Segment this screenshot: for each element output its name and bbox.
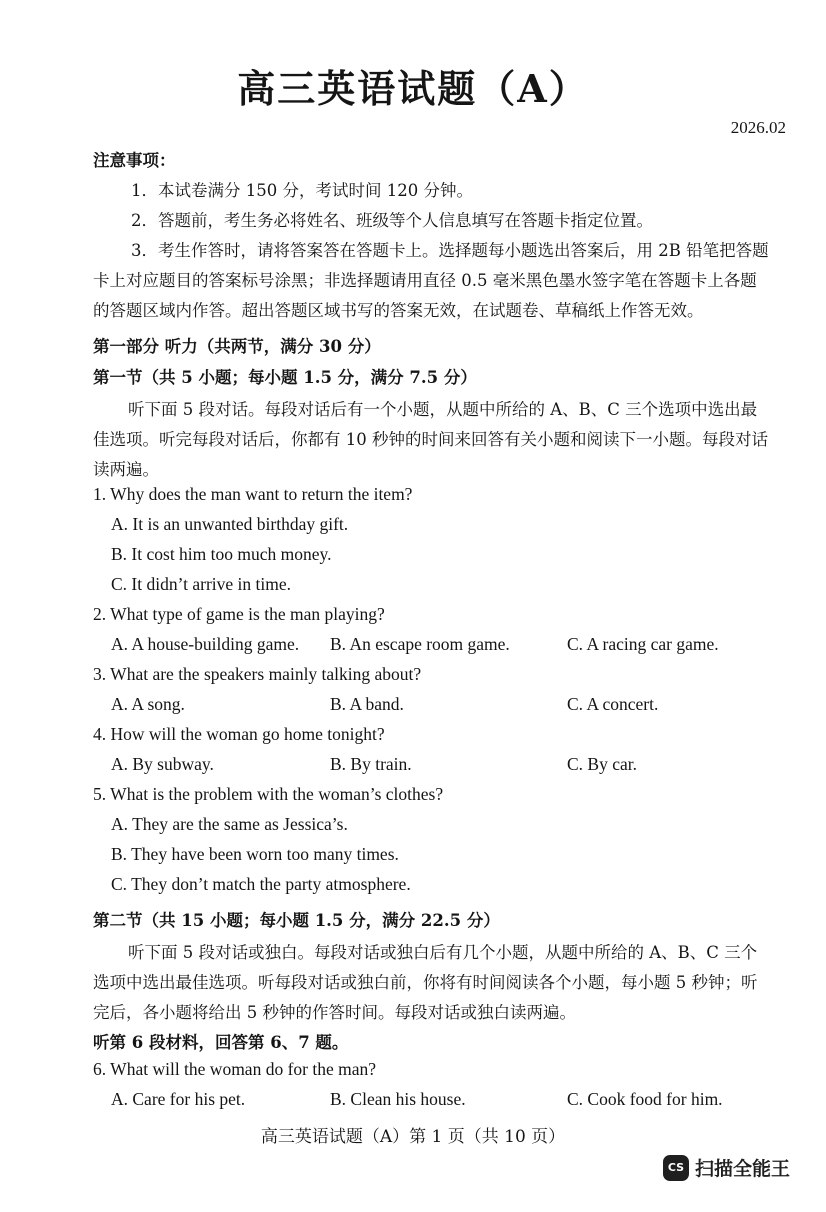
notice-line: 的答题区域内作答。超出答题区域书写的答案无效，在试题卷、草稿纸上作答无效。	[93, 301, 704, 320]
camscanner-logo-icon: CS	[663, 1155, 689, 1181]
question-option: A. It is an unwanted birthday gift.	[111, 514, 349, 534]
section1-instructions: 听下面 5 段对话。每段对话后有一个小题，从题中所给的 A、B、C 三个选项中选出最	[128, 400, 758, 419]
question-option: C. It didn’t arrive in time.	[111, 574, 291, 594]
question-option: B. It cost him too much money.	[111, 544, 332, 564]
question-stem: 1. Why does the man want to return the item?	[93, 484, 413, 504]
exam-date: 2026.02	[730, 118, 786, 137]
section2-heading: 第二节（共 15 小题；每小题 1.5 分，满分 22.5 分）	[93, 911, 500, 930]
question-option: B. An escape room game.	[330, 634, 510, 654]
section2-instructions: 听下面 5 段对话或独白。每段对话或独白后有几个小题，从题中所给的 A、B、C 三个	[128, 943, 758, 962]
material-note: 听第 6 段材料，回答第 6、7 题。	[93, 1033, 349, 1052]
question-option: B. By train.	[330, 754, 412, 774]
question-option: B. A band.	[330, 694, 404, 714]
question-option: C. They don’t match the party atmosphere.	[111, 874, 411, 894]
page-title: 高三英语试题（A）	[237, 66, 589, 111]
question-option: C. A concert.	[567, 694, 659, 714]
watermark-text: 扫描全能王	[695, 1158, 791, 1180]
question-stem: 2. What type of game is the man playing?	[93, 604, 385, 624]
section2-instructions: 完后，各小题将给出 5 秒钟的作答时间。每段对话或独白读两遍。	[93, 1003, 576, 1022]
question-option: C. By car.	[567, 754, 637, 774]
notice-line: 2．答题前，考生务必将姓名、班级等个人信息填写在答题卡指定位置。	[131, 211, 653, 230]
question-option: B. They have been worn too many times.	[111, 844, 399, 864]
question-stem: 6. What will the woman do for the man?	[93, 1059, 377, 1079]
notice-heading: 注意事项：	[93, 151, 176, 170]
part1-heading: 第一部分 听力（共两节，满分 30 分）	[93, 337, 381, 356]
question-option: C. A racing car game.	[567, 634, 719, 654]
notice-line: 3．考生作答时，请将答案答在答题卡上。选择题每小题选出答案后，用 2B 铅笔把答题	[131, 241, 769, 260]
page-footer: 高三英语试题（A）第 1 页（共 10 页）	[260, 1127, 566, 1147]
question-stem: 3. What are the speakers mainly talking about?	[93, 664, 422, 684]
question-option: A. A house-building game.	[111, 634, 300, 654]
question-option: B. Clean his house.	[330, 1089, 466, 1109]
notice-line: 1．本试卷满分 150 分，考试时间 120 分钟。	[131, 181, 473, 200]
question-option: A. A song.	[111, 694, 185, 714]
question-option: A. By subway.	[111, 754, 214, 774]
question-option: A. They are the same as Jessica’s.	[111, 814, 348, 834]
notice-line: 卡上对应题目的答案标号涂黑；非选择题请用直径 0.5 毫米黑色墨水签字笔在答题卡上各题	[93, 271, 757, 290]
question-stem: 5. What is the problem with the woman’s clothes?	[93, 784, 444, 804]
section1-instructions: 读两遍。	[93, 460, 159, 479]
section1-heading: 第一节（共 5 小题；每小题 1.5 分，满分 7.5 分）	[93, 368, 477, 387]
question-stem: 4. How will the woman go home tonight?	[93, 724, 385, 744]
section2-instructions: 选项中选出最佳选项。听每段对话或独白前，你将有时间阅读各个小题，每小题 5 秒钟；听	[93, 973, 758, 992]
question-option: A. Care for his pet.	[111, 1089, 246, 1109]
question-option: C. Cook food for him.	[567, 1089, 723, 1109]
section1-instructions: 佳选项。听完每段对话后，你都有 10 秒钟的时间来回答有关小题和阅读下一小题。每段对话	[93, 430, 768, 449]
scanner-watermark	[663, 1154, 790, 1181]
